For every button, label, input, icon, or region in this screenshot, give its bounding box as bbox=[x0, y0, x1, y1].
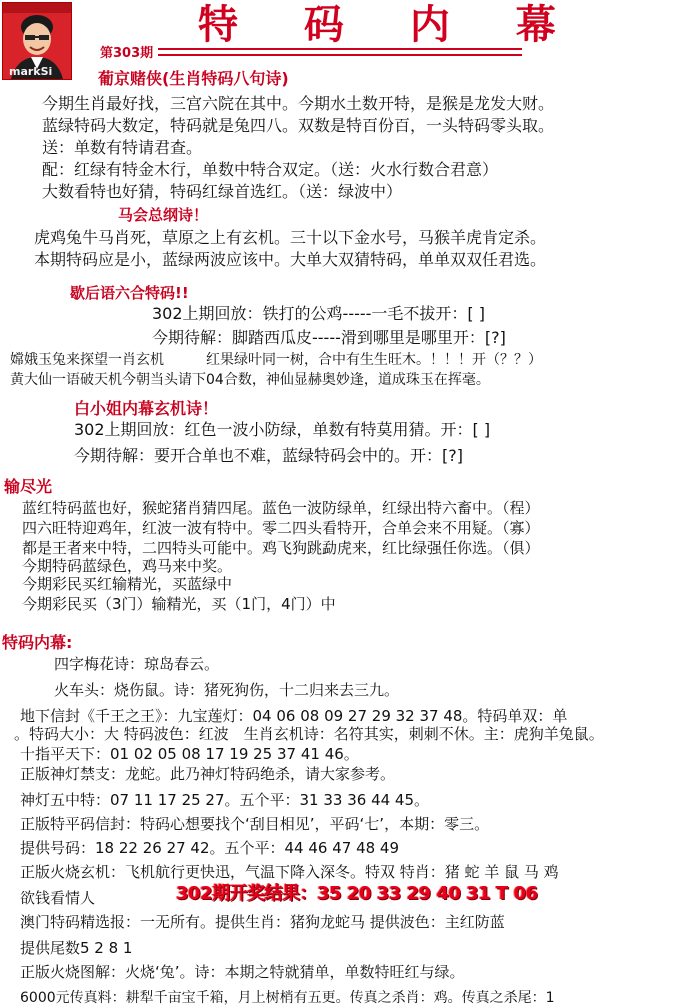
riddle-line: 黄大仙一语破天机今朝当头请下04合数，神仙显赫奥妙逢，道成珠玉在挥毫。 bbox=[10, 372, 490, 388]
riddle-line: 今期待解：要开合单也不难，蓝绿特码会中的。开：[?] bbox=[74, 446, 463, 465]
poem-line: 配：红绿有特金木行，单数中特合双定。（送：火水行数合君意） bbox=[42, 160, 499, 179]
poem-line: 大数看特也好猜，特码红绿首选红。（送：绿波中） bbox=[42, 182, 403, 201]
tip-line: 火车头：烧伤鼠。诗：猪死狗伤，十二归来去三九。 bbox=[54, 681, 400, 699]
tip-line: 。特码大小：大 特码波色：红波 生肖玄机诗：名符其实，刺刺不休。主：虎狗羊兔鼠。 bbox=[14, 725, 604, 743]
poem-line: 蓝绿特码大数定，特码就是兔四八。双数是特百份百，一头特码零头取。 bbox=[42, 116, 555, 135]
riddle-line: 今期待解：脚踏西瓜皮-----滑到哪里是哪里开：[?] bbox=[152, 328, 506, 347]
tip-line: 神灯五中特：07 11 17 25 27。五个平：31 33 36 44 45。 bbox=[20, 791, 430, 809]
title-underline-bottom bbox=[158, 54, 522, 56]
tip-line: 6000元传真料：耕犁千亩宝千箱，月上树梢有五更。传真之杀肖：鸡。传真之杀尾：1 bbox=[20, 990, 555, 1006]
tip-line: 正版火烧玄机：飞机航行更快迅，气温下降入深冬。特双 特肖：猪 蛇 羊 鼠 马 鸡 bbox=[20, 863, 559, 881]
verse-line: 今期彩民买红输精光，买蓝绿中 bbox=[22, 575, 233, 593]
section-heading-temaneimu: 特码内幕: bbox=[2, 633, 73, 652]
issue-number: 第303期 bbox=[100, 46, 154, 61]
verse-line: 今期特码蓝绿色，鸡马来中奖。 bbox=[22, 557, 233, 575]
avatar bbox=[2, 2, 72, 80]
tip-line: 正版特平码信封：特码心想要找个‘刮目相见’，平码‘七’，本期：零三。 bbox=[20, 815, 490, 833]
section-heading-xiehouyu: 歇后语六合特码!! bbox=[70, 284, 189, 302]
tip-line: 四字梅花诗：琼岛春云。 bbox=[54, 655, 220, 673]
verse-line: 蓝红特码蓝也好，猴蛇猪肖猜四尾。蓝色一波防绿单，红绿出特六畜中。（程） bbox=[22, 499, 540, 517]
tip-line: 十指平天下：01 02 05 08 17 19 25 37 41 46。 bbox=[20, 745, 359, 763]
tip-line: 正版神灯禁支：龙蛇。此乃神灯特码绝杀，请大家参考。 bbox=[20, 765, 396, 783]
poem-line: 虎鸡兔牛马肖死，草原之上有玄机。三十以下金水号，马猴羊虎肯定杀。 bbox=[34, 228, 547, 247]
tip-line: 地下信封《千王之王》：九宝莲灯：04 06 08 09 27 29 32 37 48。特码单双：单 bbox=[20, 707, 568, 725]
section-heading-pujing: 葡京赌侠(生肖特码八句诗) bbox=[98, 69, 289, 88]
section-heading-mahui: 马会总纲诗！ bbox=[118, 206, 209, 224]
verse-line: 都是王者来中特，二四特头可能中。鸡飞狗跳勐虎来，红比绿强任你选。（俱） bbox=[22, 539, 540, 557]
riddle-line: 302上期回放：红色一波小防绿，单数有特莫用猜。开：[ ] bbox=[74, 420, 491, 439]
section-heading-shujinguang: 输尽光 bbox=[4, 477, 53, 496]
logo-text: markSi bbox=[9, 65, 53, 78]
page-title: 特 码 内 幕 bbox=[198, 1, 582, 48]
tip-line: 提供尾数5 2 8 1 bbox=[20, 939, 133, 957]
section-heading-baixiaojie: 白小姐内幕玄机诗！ bbox=[74, 399, 219, 418]
title-underline-top bbox=[158, 48, 522, 50]
verse-line: 今期彩民买（3门）输精光，买（1门，4门）中 bbox=[22, 595, 336, 613]
poem-line: 今期生肖最好找，三宫六院在其中。今期水土数开特，是猴是龙发大财。 bbox=[42, 94, 555, 113]
draw-result-banner: 302期开奖结果：35 20 33 29 40 31 T 06 bbox=[176, 883, 538, 904]
riddle-line: 嫦娥玉兔来探望一肖玄机 红果绿叶同一树，合中有生生旺木。！！！开（？？） bbox=[10, 352, 542, 368]
tip-line: 正版火烧图解：火烧‘兔’。诗：本期之特就猜单，单数特旺红与绿。 bbox=[20, 963, 465, 981]
tip-line: 提供号码：18 22 26 27 42。五个平：44 46 47 48 49 bbox=[20, 839, 400, 857]
riddle-line: 302上期回放：铁打的公鸡-----一毛不拔开：[ ] bbox=[152, 304, 485, 323]
poem-line: 本期特码应是小，蓝绿两波应该中。大单大双猜特码，单单双双任君选。 bbox=[34, 250, 547, 269]
verse-line: 四六旺特迎鸡年，红波一波有特中。零二四头看特开，合单会来不用疑。（寡） bbox=[22, 519, 540, 537]
tip-line: 澳门特码精选报：一无所有。提供生肖：猪狗龙蛇马 提供波色：主红防蓝 bbox=[20, 913, 505, 931]
poem-line: 送：单数有特请君查。 bbox=[42, 138, 203, 157]
tip-line: 欲钱看情人 bbox=[20, 889, 96, 907]
